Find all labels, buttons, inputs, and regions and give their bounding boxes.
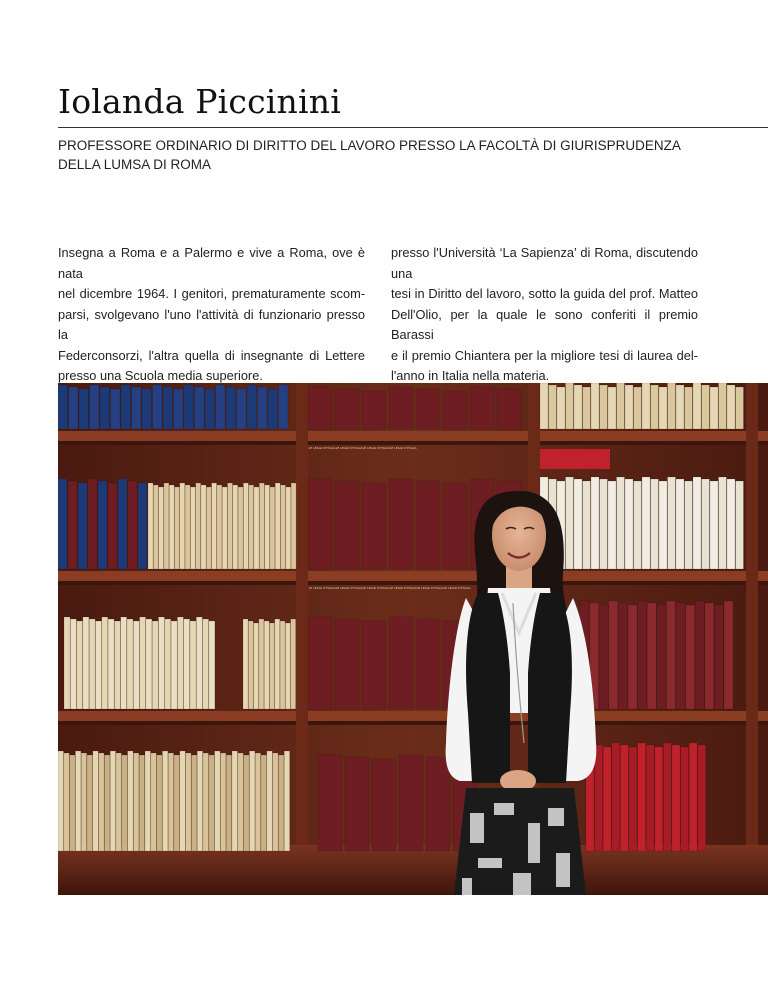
book-spine (629, 747, 637, 851)
book-spine (345, 757, 369, 851)
book-spine (243, 619, 248, 709)
book-spine (197, 751, 203, 851)
book-spine (620, 745, 628, 851)
book-spine (98, 481, 107, 569)
book-spine (79, 389, 89, 429)
book-spine (186, 753, 192, 851)
book-spine (549, 385, 557, 429)
book-spine (174, 389, 184, 429)
book-spine (595, 745, 603, 851)
book-spine (668, 477, 676, 569)
book-spine (705, 603, 714, 709)
book-spine (121, 385, 131, 429)
book-spine (162, 751, 168, 851)
book-spine (114, 621, 120, 709)
book-spine (281, 485, 286, 569)
book-spine (247, 385, 257, 429)
shelf-board (58, 711, 768, 721)
book-spine (226, 387, 236, 429)
book-spine (416, 389, 440, 429)
book-spine (108, 483, 117, 569)
book-spine (591, 383, 599, 429)
book-spine (140, 617, 146, 709)
book-spine-label: LE LEGGI D'ITALIA (335, 586, 363, 590)
book-spine (69, 387, 79, 429)
shelf-shadow (58, 441, 768, 445)
book-spine (184, 619, 190, 709)
book-spine (169, 485, 174, 569)
book-spine (254, 623, 259, 709)
book-spine (127, 619, 133, 709)
book-spine (77, 621, 83, 709)
book-spine (206, 487, 211, 569)
book-spine-label: LE LEGGI D'ITALIA (308, 446, 336, 450)
book-spine (116, 753, 122, 851)
book-spine (205, 389, 215, 429)
book-spine (128, 751, 134, 851)
book-spine (248, 621, 253, 709)
book-spine (164, 483, 169, 569)
book-spine (719, 477, 727, 569)
book-spine (122, 755, 128, 851)
book-spine (203, 619, 209, 709)
book-spine (185, 485, 190, 569)
book-spine (215, 751, 221, 851)
book-spine (634, 481, 642, 569)
book-spine (362, 483, 386, 569)
book-spine (286, 487, 291, 569)
book-spine (668, 383, 676, 429)
book-spine (237, 389, 247, 429)
book-spine (389, 387, 413, 429)
book-spine (372, 759, 396, 851)
book-spine (209, 621, 215, 709)
book-spine (612, 743, 620, 851)
text-line: nel dicembre 1964. I genitori, prematuramente scom- (58, 286, 365, 301)
book-spine (702, 385, 710, 429)
book-spine (196, 617, 202, 709)
book-spine (695, 601, 704, 709)
book-spine (259, 619, 264, 709)
book-spine (617, 383, 625, 429)
book-spine (625, 385, 633, 429)
book-spine (100, 387, 110, 429)
book-spine (259, 483, 264, 569)
portrait-photo (58, 383, 768, 895)
book-spine (128, 481, 137, 569)
book-spine (275, 483, 280, 569)
book-spine (608, 387, 616, 429)
book-spine (190, 487, 195, 569)
book-spine (574, 385, 582, 429)
book-spine (727, 479, 735, 569)
book-spine (133, 621, 139, 709)
book-spine (159, 617, 165, 709)
book-spine-label: LE LEGGI D'ITALIA (389, 586, 417, 590)
book-spine (693, 477, 701, 569)
book-spine (291, 483, 296, 569)
book-spine (702, 479, 710, 569)
book-spine (89, 619, 95, 709)
book-spine (591, 477, 599, 569)
book-spine (335, 481, 359, 569)
book-spine (727, 385, 735, 429)
book-spine (75, 751, 81, 851)
book-spine (151, 753, 157, 851)
book-spine (145, 751, 151, 851)
book-spine (87, 755, 93, 851)
book-spine (686, 605, 695, 709)
book-spine-label: LE LEGGI D'ITALIA (362, 586, 390, 590)
book-spine (280, 621, 285, 709)
book-spine (628, 605, 637, 709)
book-spine (659, 481, 667, 569)
book-spine (618, 603, 627, 709)
book-spine (70, 755, 76, 851)
book-spine (138, 483, 147, 569)
text-line: parsi, svolgevano l'uno l'attività di funzionario presso la (58, 306, 365, 342)
book-spine (362, 391, 386, 429)
book-spine (285, 623, 290, 709)
book-spine (133, 753, 139, 851)
book-spine (203, 753, 209, 851)
book-spine (195, 387, 205, 429)
book-spine (254, 487, 259, 569)
book-spine (81, 753, 87, 851)
book-spine (724, 601, 733, 709)
text-line: Dell'Olio, per la quale le sono conferiti il premio Barassi (391, 306, 698, 342)
book-spine (168, 753, 174, 851)
book-spine (163, 387, 173, 429)
shelf-board (58, 571, 768, 581)
book-spine (308, 479, 332, 569)
book-spine (249, 485, 254, 569)
book-spine (291, 619, 296, 709)
book-spine (666, 601, 675, 709)
book-spine (174, 755, 180, 851)
book-spine (196, 483, 201, 569)
book-spine (426, 757, 450, 851)
book-spine (146, 619, 152, 709)
book-spine (270, 623, 275, 709)
book-spine (685, 387, 693, 429)
book-spine (180, 483, 185, 569)
book-spine (583, 481, 591, 569)
book-spine (362, 621, 386, 709)
book-spine (139, 755, 145, 851)
book-spine (608, 481, 616, 569)
book-spine (153, 385, 163, 429)
shelf-shadow (58, 721, 768, 725)
bookcase-counter (58, 845, 768, 895)
book-spine (93, 751, 99, 851)
book-spine (275, 619, 280, 709)
book-spine (651, 385, 659, 429)
book-spine (443, 391, 467, 429)
book-spine (226, 755, 232, 851)
book-spine (243, 483, 248, 569)
book-spine (157, 755, 163, 851)
book-spine (238, 487, 243, 569)
book-spine (416, 481, 440, 569)
book-spine (335, 619, 359, 709)
book-spine-label: LE LEGGI D'ITALIA (389, 446, 417, 450)
book-spine (685, 481, 693, 569)
book-spine (603, 747, 611, 851)
role-line: DELLA LUMSA DI ROMA (58, 157, 212, 172)
book-spine (64, 753, 70, 851)
book-spine (416, 619, 440, 709)
book-spine (270, 487, 275, 569)
person-name: Iolanda Piccinini (58, 82, 341, 121)
book-spine (190, 621, 196, 709)
book-spine (647, 603, 656, 709)
book-spine (693, 383, 701, 429)
book-spine (736, 481, 744, 569)
book-spine (308, 387, 332, 429)
shelf-shadow (58, 581, 768, 585)
book-spine (638, 601, 647, 709)
book-spine (222, 487, 227, 569)
book-spine (83, 617, 89, 709)
shelf-board (58, 431, 768, 441)
book-spine (249, 751, 255, 851)
book-spine (646, 745, 654, 851)
book-spine (142, 389, 152, 429)
book-spine (165, 619, 171, 709)
book-spine (177, 617, 183, 709)
book-spine (152, 621, 158, 709)
book-spine (659, 387, 667, 429)
book-spine (99, 753, 105, 851)
book-spine (233, 485, 238, 569)
book-spine (681, 747, 689, 851)
book-spine (273, 753, 279, 851)
book-spine (335, 389, 359, 429)
book-spine (617, 477, 625, 569)
text-line: Insegna a Roma e a Palermo e vive a Roma, ove è nata (58, 245, 365, 281)
text-line: e il premio Chiantera per la migliore tesi di laurea del- (391, 347, 698, 363)
text-line: l'anno in Italia nella materia. (391, 368, 550, 383)
book-spine (58, 479, 67, 569)
book-spine (96, 621, 102, 709)
book-spine (657, 605, 666, 709)
book-spine (216, 385, 226, 429)
book-spine (308, 617, 332, 709)
book-spine (159, 487, 164, 569)
book-spine (268, 389, 278, 429)
book-spine (600, 385, 608, 429)
book-spine (736, 387, 744, 429)
book-spine (102, 617, 108, 709)
book-spine (88, 479, 97, 569)
book-spine (212, 483, 217, 569)
book-spine (540, 383, 548, 429)
book-spine (209, 755, 215, 851)
book-spine (676, 603, 685, 709)
book-spine (389, 479, 413, 569)
book-spine (278, 755, 284, 851)
book-spine (232, 751, 238, 851)
book-spine (676, 385, 684, 429)
book-spine (70, 619, 76, 709)
bookcase-divider (296, 383, 308, 895)
text-line: tesi in Diritto del lavoro, sotto la guida del prof. Matteo (391, 286, 698, 301)
book-spine-label: LE LEGGI D'ITALIA (443, 586, 471, 590)
book-spine (676, 479, 684, 569)
person-role (58, 136, 698, 174)
book-spine (175, 487, 180, 569)
book-spine (58, 751, 64, 851)
book-spine (104, 755, 110, 851)
book-spine-label: LE LEGGI D'ITALIA (335, 446, 363, 450)
book-spine-label: LE LEGGI D'ITALIA (416, 586, 444, 590)
book-spine (220, 753, 226, 851)
book-spine-label: LE LEGGI D'ITALIA (308, 586, 336, 590)
book-spine (132, 387, 142, 429)
text-line: presso una Scuola media superiore. (58, 368, 263, 383)
text-line: presso l'Università ‘La Sapienza’ di Roma, discutendo una (391, 245, 698, 281)
book-spine (574, 479, 582, 569)
book-box (540, 449, 610, 469)
book-spine (180, 751, 186, 851)
role-line: PROFESSORE ORDINARIO DI DIRITTO DEL LAVORO PRESSO LA FACOLTÀ DI GIURISPRUDENZA (58, 138, 681, 153)
book-spine (710, 481, 718, 569)
book-spine (599, 605, 608, 709)
book-spine (389, 617, 413, 709)
book-spine (672, 745, 680, 851)
book-spine (655, 747, 663, 851)
book-spine (171, 621, 177, 709)
book-spine (217, 485, 222, 569)
book-spine (625, 479, 633, 569)
book-spine (64, 617, 70, 709)
book-spine (557, 387, 565, 429)
book-spine (689, 743, 697, 851)
book-spine (719, 383, 727, 429)
book-spine (642, 383, 650, 429)
book-spine (399, 755, 423, 851)
book-spine (470, 387, 494, 429)
book-spine (68, 481, 77, 569)
book-spine (228, 483, 233, 569)
book-spine (90, 385, 100, 429)
book-spine (566, 477, 574, 569)
book-spine (191, 755, 197, 851)
book-spine (58, 385, 68, 429)
book-spine (238, 753, 244, 851)
book-spine (600, 479, 608, 569)
book-spine (651, 479, 659, 569)
book-spine (78, 483, 87, 569)
book-spine (118, 479, 127, 569)
book-spine (609, 601, 618, 709)
book-spine (634, 387, 642, 429)
book-spine (184, 385, 194, 429)
book-spine (714, 605, 723, 709)
book-spine (663, 743, 671, 851)
book-spine (108, 619, 114, 709)
book-spine (497, 389, 521, 429)
book-spine (153, 485, 158, 569)
book-spine (110, 751, 116, 851)
book-spine (318, 755, 342, 851)
book-spine (244, 755, 250, 851)
book-spine (267, 751, 273, 851)
book-spine (258, 387, 268, 429)
book-spine (710, 387, 718, 429)
book-spine (638, 743, 646, 851)
book-spine (261, 755, 267, 851)
book-spine (148, 483, 153, 569)
book-spine (264, 621, 269, 709)
book-spine (255, 753, 261, 851)
book-spine (279, 385, 289, 429)
book-spine (443, 483, 467, 569)
book-spine (642, 477, 650, 569)
book-spine (566, 383, 574, 429)
book-spine (201, 485, 206, 569)
text-line: Federconsorzi, l'altra quella di insegnante di Lettere (58, 347, 365, 363)
book-spine (111, 389, 121, 429)
book-spine (121, 617, 127, 709)
book-spine (284, 751, 290, 851)
title-rule (58, 127, 768, 128)
bookcase-divider (746, 383, 758, 895)
book-spine (265, 485, 270, 569)
book-spine (583, 387, 591, 429)
book-spine (698, 745, 706, 851)
book-spine-label: LE LEGGI D'ITALIA (362, 446, 390, 450)
